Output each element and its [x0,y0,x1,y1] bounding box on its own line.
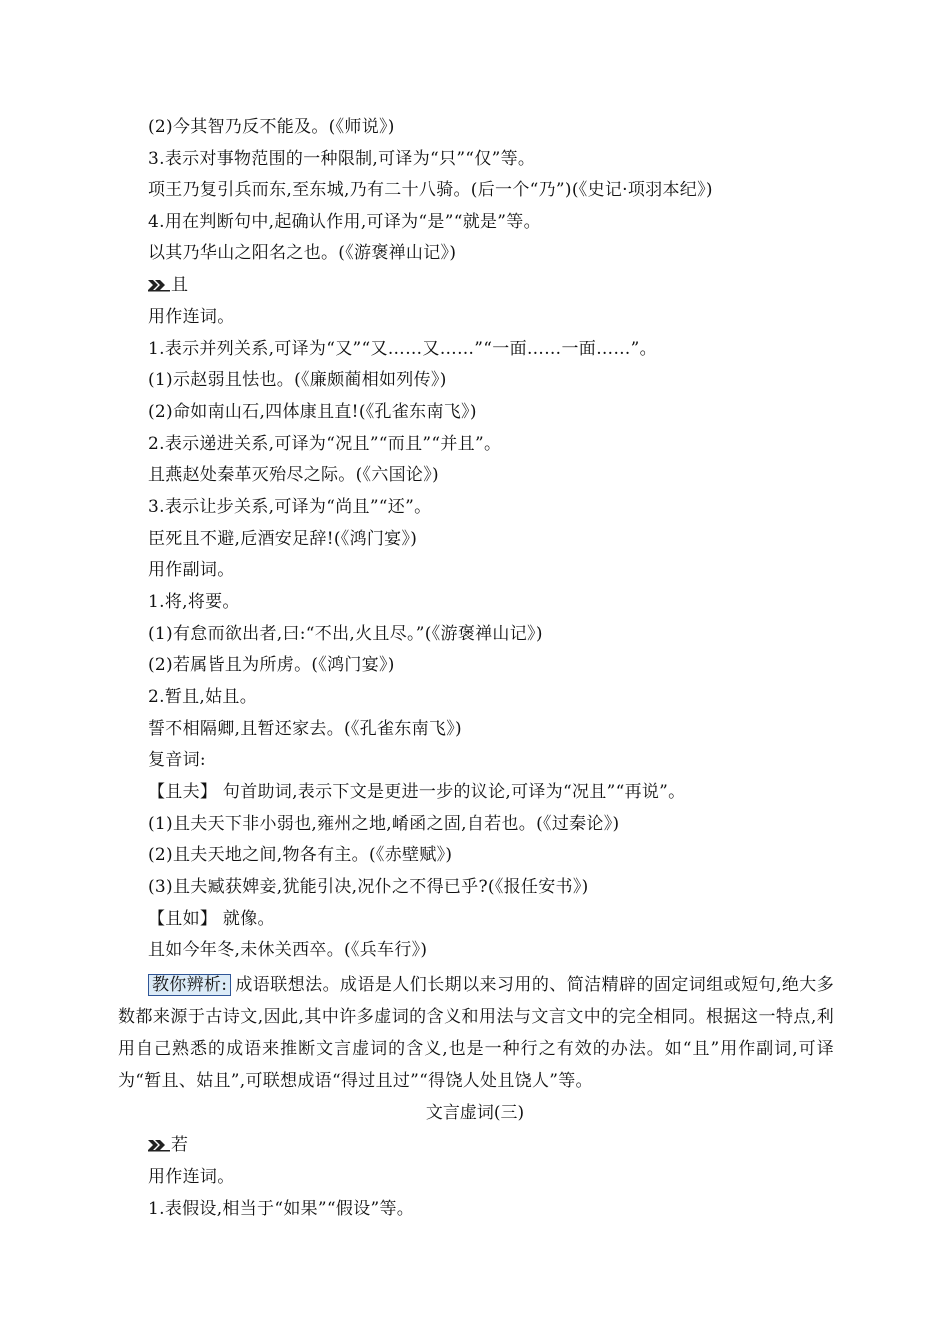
text-line: 用作连词。 [148,307,235,327]
text-line: (2)今其智乃反不能及。(《师说》) [148,117,395,137]
text-line: 【且夫】 句首助词,表示下文是更进一步的议论,可译为“况且”“再说”。 [148,782,686,802]
section-heading-ruo [148,1133,188,1157]
text-line: (2)命如南山石,四体康且直!(《孔雀东南飞》) [148,402,477,422]
text-line: 以其乃华山之阳名之也。(《游褒禅山记》) [148,243,457,263]
tip-label: 教你辨析: [148,974,231,996]
text-line: (2)若属皆且为所虏。(《鸿门宴》) [148,655,395,675]
text-line: 且燕赵处秦革灭殆尽之际。(《六国论》) [148,465,439,485]
text-line: 誓不相隔卿,且暂还家去。(《孔雀东南飞》) [148,719,462,739]
text-line: (1)且夫天下非小弱也,雍州之地,崤函之固,自若也。(《过秦论》) [148,814,620,834]
text-line: 用作连词。 [148,1167,235,1187]
text-line: 3.表示让步关系,可译为“尚且”“还”。 [148,497,432,517]
text-line: 1.表示并列关系,可译为“又”“又……又……”“一面……一面……”。 [148,339,657,359]
text-line: (3)且夫臧获婢妾,犹能引决,况仆之不得已乎?(《报任安书》) [148,877,589,897]
section-heading-qie [148,273,188,297]
text-line: 4.用在判断句中,起确认作用,可译为“是”“就是”等。 [148,212,541,232]
text-line: 用作副词。 [148,560,235,580]
section-heading-label: 且 [171,275,189,295]
text-line: (2)且夫天地之间,物各有主。(《赤壁赋》) [148,845,453,865]
text-line: 复音词: [148,750,206,770]
text-line: 1.将,将要。 [148,592,240,612]
text-line: 3.表示对事物范围的一种限制,可译为“只”“仅”等。 [148,149,536,169]
text-line: 【且如】 就像。 [148,909,275,929]
text-line: 臣死且不避,卮酒安足辞!(《鸿门宴》) [148,529,418,549]
double-chevron-icon [148,278,170,292]
section-title: 文言虚词(三) [425,1103,525,1123]
text-line: 2.表示递进关系,可译为“况且”“而且”“并且”。 [148,434,502,454]
tip-text: 成语联想法。成语是人们长期以来习用的、简洁精辟的固定词组或短句,绝大多数都来源于古诗文,因此,其中许多虚词的含义和用法与文言文中的完全相同。根据这一特点,利用自己熟悉的成语来推断文言虚词的含义,也是一种行之有效的办法。如“且”用作副词,可译为“暂且、姑且”,可联想成语“得过且过”“得饶人处且饶人”等。 [118,975,834,1091]
text-line: 项王乃复引兵而东,至东城,乃有二十八骑。(后一个“乃”)(《史记·项羽本纪》) [148,180,713,200]
text-line: (1)示赵弱且怯也。(《廉颇蔺相如列传》) [148,370,447,390]
tip-paragraph [118,969,834,1097]
text-line: 且如今年冬,未休关西卒。(《兵车行》) [148,940,428,960]
text-line: 1.表假设,相当于“如果”“假设”等。 [148,1199,415,1219]
section-heading-label: 若 [171,1135,189,1155]
double-chevron-icon [148,1138,170,1152]
text-line: 2.暂且,姑且。 [148,687,258,707]
text-line: (1)有怠而欲出者,曰:“不出,火且尽。”(《游褒禅山记》) [148,624,543,644]
